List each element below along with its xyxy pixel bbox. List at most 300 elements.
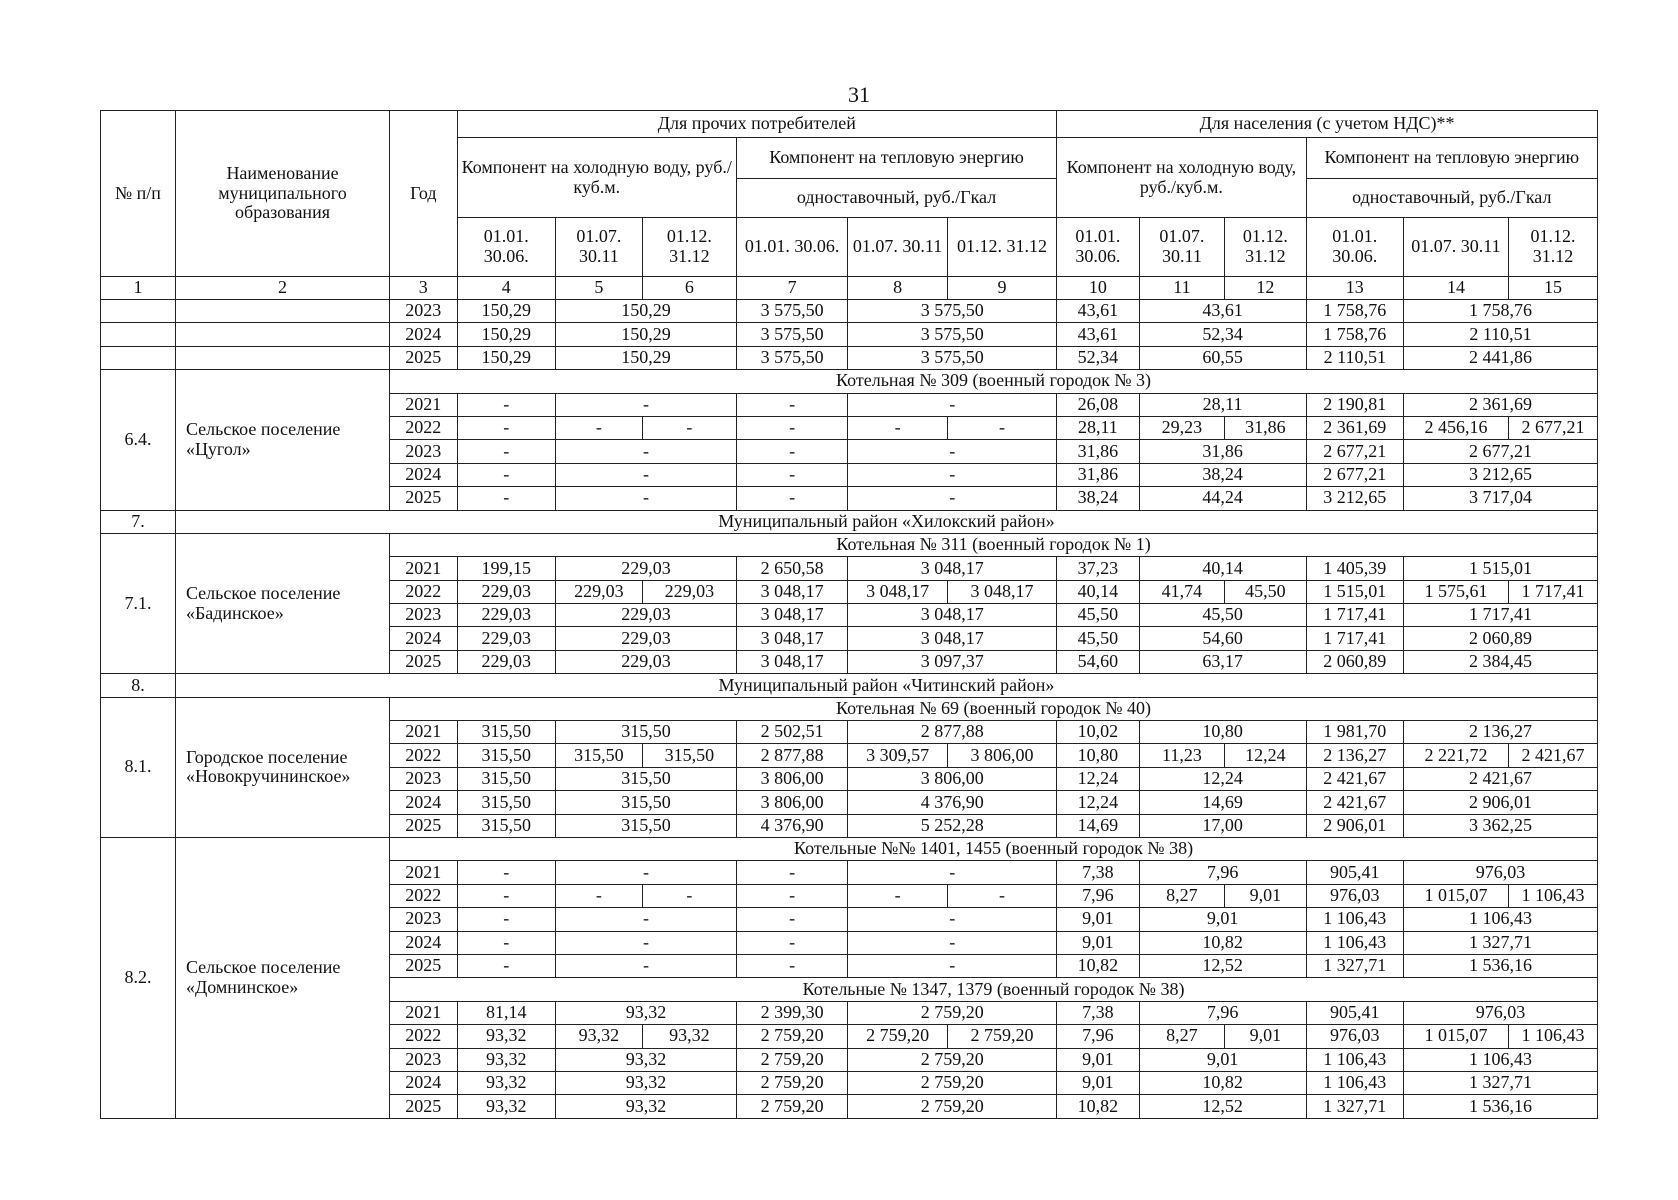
value-cell: 315,50 — [457, 744, 556, 767]
value-cell: 1 106,43 — [1404, 1048, 1598, 1071]
value-cell: - — [556, 908, 737, 931]
value-cell: 315,50 — [457, 721, 556, 744]
value-cell: 3 309,57 — [848, 744, 948, 767]
value-cell: 12,52 — [1139, 954, 1306, 977]
value-cell: 93,32 — [642, 1025, 736, 1048]
value-cell: 38,24 — [1139, 463, 1306, 486]
value-cell: 1 717,41 — [1306, 627, 1403, 650]
value-cell: 2 399,30 — [736, 1001, 847, 1024]
value-cell: - — [736, 393, 847, 416]
header-date: 01.12. 31.12 — [1508, 218, 1597, 277]
boiler-caption: Котельные № 1347, 1379 (военный городок № 38) — [390, 978, 1598, 1001]
value-cell: 2 906,01 — [1404, 791, 1598, 814]
value-cell: 2 759,20 — [736, 1095, 847, 1118]
year-cell: 2021 — [390, 861, 457, 884]
value-cell: 905,41 — [1306, 861, 1403, 884]
value-cell: - — [457, 908, 556, 931]
row-number-cell — [101, 323, 176, 346]
value-cell: 2 361,69 — [1306, 416, 1403, 439]
value-cell: 1 106,43 — [1306, 931, 1403, 954]
year-cell: 2022 — [390, 744, 457, 767]
table-row — [101, 300, 1598, 323]
value-cell: 3 048,17 — [848, 604, 1057, 627]
value-cell: 31,86 — [1057, 440, 1139, 463]
value-cell: - — [736, 954, 847, 977]
header-date: 01.01. 30.06. — [457, 218, 556, 277]
value-cell: 1 405,39 — [1306, 557, 1403, 580]
value-cell: 43,61 — [1057, 323, 1139, 346]
column-number: 1 — [101, 277, 176, 300]
value-cell: 54,60 — [1139, 627, 1306, 650]
year-cell: 2021 — [390, 557, 457, 580]
year-cell: 2022 — [390, 416, 457, 439]
header-date: 01.12. 31.12 — [947, 218, 1056, 277]
value-cell: - — [556, 954, 737, 977]
value-cell: 2 677,21 — [1508, 416, 1597, 439]
value-cell: 976,03 — [1404, 861, 1598, 884]
value-cell: - — [848, 393, 1057, 416]
value-cell: 9,01 — [1225, 884, 1306, 907]
year-cell: 2021 — [390, 721, 457, 744]
value-cell: - — [736, 463, 847, 486]
value-cell: 9,01 — [1057, 908, 1139, 931]
value-cell: 150,29 — [457, 346, 556, 369]
year-cell: 2024 — [390, 791, 457, 814]
value-cell: - — [556, 931, 737, 954]
year-cell: 2024 — [390, 463, 457, 486]
boiler-caption-row — [101, 370, 1598, 393]
header-date: 01.01. 30.06. — [736, 218, 847, 277]
value-cell: 1 106,43 — [1508, 884, 1597, 907]
value-cell: 3 048,17 — [736, 580, 847, 603]
value-cell: 976,03 — [1306, 1025, 1403, 1048]
value-cell: - — [556, 463, 737, 486]
value-cell: 31,86 — [1057, 463, 1139, 486]
section-title: Муниципальный район «Хилокский район» — [175, 510, 1597, 533]
value-cell: - — [736, 440, 847, 463]
value-cell: 1 106,43 — [1508, 1025, 1597, 1048]
section-title: Муниципальный район «Читинский район» — [175, 674, 1597, 697]
header-name: Наименование муниципального образования — [175, 111, 389, 277]
column-number: 8 — [848, 277, 948, 300]
year-cell: 2025 — [390, 954, 457, 977]
column-number: 15 — [1508, 277, 1597, 300]
value-cell: 9,01 — [1139, 1048, 1306, 1071]
column-number: 7 — [736, 277, 847, 300]
year-cell: 2021 — [390, 393, 457, 416]
value-cell: 1 015,07 — [1404, 1025, 1509, 1048]
year-cell: 2023 — [390, 300, 457, 323]
value-cell: 315,50 — [556, 767, 737, 790]
value-cell: 45,50 — [1139, 604, 1306, 627]
value-cell: 1 981,70 — [1306, 721, 1403, 744]
value-cell: 93,32 — [457, 1048, 556, 1071]
value-cell: 12,24 — [1057, 791, 1139, 814]
header-group-population: Для населения (с учетом НДС)** — [1057, 111, 1598, 138]
value-cell: 2 441,86 — [1404, 346, 1598, 369]
value-cell: 2 110,51 — [1404, 323, 1598, 346]
value-cell: 63,17 — [1139, 650, 1306, 673]
value-cell: 1 758,76 — [1404, 300, 1598, 323]
header-cold-water-population: Компонент на холодную воду, руб./куб.м. — [1057, 138, 1306, 218]
municipality-name — [175, 300, 389, 323]
value-cell: 2 361,69 — [1404, 393, 1598, 416]
value-cell: 14,69 — [1139, 791, 1306, 814]
value-cell: 199,15 — [457, 557, 556, 580]
year-cell: 2022 — [390, 884, 457, 907]
value-cell: 40,14 — [1057, 580, 1139, 603]
value-cell: 229,03 — [556, 580, 643, 603]
value-cell: 2 502,51 — [736, 721, 847, 744]
boiler-caption-row — [101, 697, 1598, 720]
value-cell: - — [556, 487, 737, 510]
value-cell: 45,50 — [1225, 580, 1306, 603]
row-number-cell: 8.2. — [101, 837, 176, 1118]
value-cell: 2 421,67 — [1306, 767, 1403, 790]
value-cell: - — [457, 393, 556, 416]
value-cell: 2 759,20 — [848, 1071, 1057, 1094]
value-cell: 8,27 — [1139, 884, 1225, 907]
value-cell: 2 759,20 — [736, 1071, 847, 1094]
value-cell: 2 421,67 — [1508, 744, 1597, 767]
year-cell: 2023 — [390, 767, 457, 790]
value-cell: 31,86 — [1225, 416, 1306, 439]
value-cell: 12,24 — [1225, 744, 1306, 767]
value-cell: - — [457, 931, 556, 954]
value-cell: 150,29 — [556, 323, 737, 346]
value-cell: - — [736, 931, 847, 954]
value-cell: 2 877,88 — [848, 721, 1057, 744]
value-cell: 40,14 — [1139, 557, 1306, 580]
year-cell: 2024 — [390, 323, 457, 346]
value-cell: 10,82 — [1057, 1095, 1139, 1118]
year-cell: 2024 — [390, 931, 457, 954]
value-cell: - — [457, 440, 556, 463]
value-cell: 229,03 — [457, 627, 556, 650]
header-date: 01.01. 30.06. — [1306, 218, 1403, 277]
value-cell: 3 806,00 — [736, 791, 847, 814]
value-cell: 315,50 — [457, 767, 556, 790]
value-cell: - — [947, 884, 1056, 907]
header-date: 01.01. 30.06. — [1057, 218, 1139, 277]
value-cell: - — [848, 416, 948, 439]
value-cell: - — [457, 884, 556, 907]
boiler-caption: Котельная № 69 (военный городок № 40) — [390, 697, 1598, 720]
value-cell: 2 759,20 — [736, 1025, 847, 1048]
boiler-caption-row — [101, 837, 1598, 860]
value-cell: 1 106,43 — [1306, 908, 1403, 931]
value-cell: 1 515,01 — [1306, 580, 1403, 603]
value-cell: 1 327,71 — [1404, 931, 1598, 954]
value-cell: 12,24 — [1057, 767, 1139, 790]
value-cell: 43,61 — [1057, 300, 1139, 323]
value-cell: 2 759,20 — [848, 1001, 1057, 1024]
value-cell: 93,32 — [556, 1025, 643, 1048]
value-cell: 2 060,89 — [1404, 627, 1598, 650]
column-number: 12 — [1225, 277, 1306, 300]
value-cell: 3 048,17 — [736, 627, 847, 650]
value-cell: 2 759,20 — [848, 1095, 1057, 1118]
column-number: 11 — [1139, 277, 1225, 300]
year-cell: 2025 — [390, 1095, 457, 1118]
value-cell: 229,03 — [556, 650, 737, 673]
municipality-name: Сельское поселение «Цугол» — [175, 370, 389, 510]
value-cell: 9,01 — [1225, 1025, 1306, 1048]
year-cell: 2021 — [390, 1001, 457, 1024]
value-cell: 7,96 — [1057, 1025, 1139, 1048]
value-cell: 3 806,00 — [947, 744, 1056, 767]
value-cell: 60,55 — [1139, 346, 1306, 369]
value-cell: 3 806,00 — [848, 767, 1057, 790]
value-cell: 1 758,76 — [1306, 323, 1403, 346]
column-number: 14 — [1404, 277, 1509, 300]
row-number-cell: 7. — [101, 510, 176, 533]
value-cell: 52,34 — [1139, 323, 1306, 346]
value-cell: 5 252,28 — [848, 814, 1057, 837]
value-cell: 28,11 — [1057, 416, 1139, 439]
value-cell: 1 106,43 — [1306, 1071, 1403, 1094]
row-number-cell: 6.4. — [101, 370, 176, 510]
value-cell: 10,80 — [1057, 744, 1139, 767]
value-cell: 3 048,17 — [848, 557, 1057, 580]
year-cell: 2023 — [390, 908, 457, 931]
value-cell: 3 575,50 — [736, 346, 847, 369]
value-cell: - — [642, 884, 736, 907]
table-body — [101, 300, 1598, 1119]
value-cell: 93,32 — [556, 1095, 737, 1118]
header-group-other: Для прочих потребителей — [457, 111, 1057, 138]
value-cell: 229,03 — [556, 557, 737, 580]
value-cell: - — [848, 440, 1057, 463]
value-cell: 976,03 — [1404, 1001, 1598, 1024]
municipality-name: Сельское поселение «Домнинское» — [175, 837, 389, 1118]
boiler-caption-row — [101, 533, 1598, 556]
value-cell: 12,52 — [1139, 1095, 1306, 1118]
value-cell: - — [736, 908, 847, 931]
header-date: 01.12. 31.12 — [1225, 218, 1306, 277]
value-cell: - — [848, 884, 948, 907]
table-row — [101, 346, 1598, 369]
value-cell: 2 759,20 — [848, 1048, 1057, 1071]
value-cell: 229,03 — [556, 627, 737, 650]
value-cell: 1 327,71 — [1404, 1071, 1598, 1094]
value-cell: - — [848, 954, 1057, 977]
value-cell: 3 575,50 — [736, 300, 847, 323]
value-cell: 1 717,41 — [1508, 580, 1597, 603]
header-year: Год — [390, 111, 457, 277]
value-cell: 150,29 — [457, 323, 556, 346]
year-cell: 2025 — [390, 346, 457, 369]
header-date: 01.07. 30.11 — [1404, 218, 1509, 277]
value-cell: 45,50 — [1057, 627, 1139, 650]
value-cell: - — [642, 416, 736, 439]
value-cell: - — [457, 487, 556, 510]
value-cell: 10,02 — [1057, 721, 1139, 744]
value-cell: 3 362,25 — [1404, 814, 1598, 837]
value-cell: 17,00 — [1139, 814, 1306, 837]
value-cell: - — [556, 861, 737, 884]
value-cell: 7,38 — [1057, 1001, 1139, 1024]
value-cell: 3 048,17 — [947, 580, 1056, 603]
value-cell: 1 536,16 — [1404, 1095, 1598, 1118]
section-row — [101, 674, 1598, 697]
value-cell: 2 650,58 — [736, 557, 847, 580]
value-cell: 1 327,71 — [1306, 1095, 1403, 1118]
value-cell: 4 376,90 — [736, 814, 847, 837]
value-cell: 315,50 — [556, 744, 643, 767]
value-cell: 93,32 — [457, 1071, 556, 1094]
value-cell: 3 048,17 — [848, 627, 1057, 650]
value-cell: 2 677,21 — [1404, 440, 1598, 463]
value-cell: 229,03 — [457, 580, 556, 603]
value-cell: 2 221,72 — [1404, 744, 1509, 767]
value-cell: 81,14 — [457, 1001, 556, 1024]
value-cell: 37,23 — [1057, 557, 1139, 580]
value-cell: - — [457, 861, 556, 884]
value-cell: - — [736, 416, 847, 439]
boiler-caption: Котельная № 309 (военный городок № 3) — [390, 370, 1598, 393]
value-cell: 10,82 — [1139, 931, 1306, 954]
year-cell: 2023 — [390, 440, 457, 463]
year-cell: 2025 — [390, 814, 457, 837]
year-cell: 2024 — [390, 627, 457, 650]
year-cell: 2023 — [390, 1048, 457, 1071]
value-cell: 28,11 — [1139, 393, 1306, 416]
value-cell: 9,01 — [1057, 931, 1139, 954]
value-cell: 315,50 — [556, 814, 737, 837]
value-cell: 3 048,17 — [848, 580, 948, 603]
value-cell: 7,96 — [1139, 861, 1306, 884]
value-cell: 93,32 — [556, 1048, 737, 1071]
value-cell: 315,50 — [556, 721, 737, 744]
value-cell: - — [848, 487, 1057, 510]
value-cell: 7,96 — [1139, 1001, 1306, 1024]
municipality-name: Сельское поселение «Бадинское» — [175, 533, 389, 673]
row-number-cell — [101, 346, 176, 369]
year-cell: 2025 — [390, 650, 457, 673]
value-cell: 3 575,50 — [848, 346, 1057, 369]
value-cell: 52,34 — [1057, 346, 1139, 369]
value-cell: 54,60 — [1057, 650, 1139, 673]
value-cell: 3 717,04 — [1404, 487, 1598, 510]
year-cell: 2024 — [390, 1071, 457, 1094]
value-cell: 4 376,90 — [848, 791, 1057, 814]
value-cell: 2 877,88 — [736, 744, 847, 767]
value-cell: 8,27 — [1139, 1025, 1225, 1048]
header-single-rate-other: одноставочный, руб./Гкал — [736, 179, 1056, 218]
value-cell: 38,24 — [1057, 487, 1139, 510]
header-cold-water-other: Компонент на холодную воду, руб./куб.м. — [457, 138, 736, 218]
value-cell: 10,82 — [1139, 1071, 1306, 1094]
row-number-cell: 7.1. — [101, 533, 176, 673]
header-date: 01.07. 30.11 — [556, 218, 643, 277]
value-cell: 2 906,01 — [1306, 814, 1403, 837]
value-cell: 3 048,17 — [736, 604, 847, 627]
header-date: 01.07. 30.11 — [1139, 218, 1225, 277]
header-no: № п/п — [101, 111, 176, 277]
value-cell: 3 048,17 — [736, 650, 847, 673]
value-cell: 2 759,20 — [736, 1048, 847, 1071]
row-number-cell: 8.1. — [101, 697, 176, 837]
value-cell: 905,41 — [1306, 1001, 1403, 1024]
value-cell: 229,03 — [457, 650, 556, 673]
boiler-caption: Котельная № 311 (военный городок № 1) — [390, 533, 1598, 556]
tariff-table — [100, 110, 1598, 1119]
value-cell: 2 110,51 — [1306, 346, 1403, 369]
value-cell: - — [848, 908, 1057, 931]
value-cell: 3 575,50 — [848, 323, 1057, 346]
value-cell: 2 677,21 — [1306, 463, 1403, 486]
value-cell: 14,69 — [1057, 814, 1139, 837]
value-cell: 41,74 — [1139, 580, 1225, 603]
page-number: 31 — [848, 82, 870, 107]
value-cell: 976,03 — [1306, 884, 1403, 907]
value-cell: 2 136,27 — [1404, 721, 1598, 744]
value-cell: 93,32 — [457, 1025, 556, 1048]
value-cell: - — [848, 931, 1057, 954]
value-cell: 229,03 — [642, 580, 736, 603]
value-cell: 3 575,50 — [848, 300, 1057, 323]
value-cell: - — [556, 884, 643, 907]
value-cell: 229,03 — [457, 604, 556, 627]
value-cell: - — [848, 861, 1057, 884]
value-cell: 1 575,61 — [1404, 580, 1509, 603]
value-cell: 1 758,76 — [1306, 300, 1403, 323]
municipality-name: Городское поселение «Новокручининское» — [175, 697, 389, 837]
value-cell: 3 575,50 — [736, 323, 847, 346]
value-cell: 43,61 — [1139, 300, 1306, 323]
value-cell: 12,24 — [1139, 767, 1306, 790]
year-cell: 2022 — [390, 580, 457, 603]
column-number: 2 — [175, 277, 389, 300]
value-cell: 2 456,16 — [1404, 416, 1509, 439]
header-heat-energy-other: Компонент на тепловую энергию — [736, 138, 1056, 179]
value-cell: - — [457, 954, 556, 977]
value-cell: 3 806,00 — [736, 767, 847, 790]
value-cell: 1 327,71 — [1306, 954, 1403, 977]
value-cell: 45,50 — [1057, 604, 1139, 627]
value-cell: 93,32 — [556, 1001, 737, 1024]
value-cell: 9,01 — [1057, 1048, 1139, 1071]
header-single-rate-population: одноставочный, руб./Гкал — [1306, 179, 1597, 218]
value-cell: 2 421,67 — [1306, 791, 1403, 814]
municipality-name — [175, 346, 389, 369]
value-cell: - — [556, 416, 643, 439]
value-cell: - — [947, 416, 1056, 439]
value-cell: 2 384,45 — [1404, 650, 1598, 673]
value-cell: 7,38 — [1057, 861, 1139, 884]
column-number: 3 — [390, 277, 457, 300]
value-cell: 93,32 — [457, 1095, 556, 1118]
value-cell: 10,82 — [1057, 954, 1139, 977]
year-cell: 2023 — [390, 604, 457, 627]
value-cell: 11,23 — [1139, 744, 1225, 767]
value-cell: 315,50 — [556, 791, 737, 814]
table-row — [101, 323, 1598, 346]
value-cell: 1 106,43 — [1306, 1048, 1403, 1071]
value-cell: 1 536,16 — [1404, 954, 1598, 977]
value-cell: 150,29 — [556, 300, 737, 323]
value-cell: 2 759,20 — [947, 1025, 1056, 1048]
value-cell: 3 212,65 — [1306, 487, 1403, 510]
value-cell: - — [457, 463, 556, 486]
value-cell: 150,29 — [457, 300, 556, 323]
header-date: 01.12. 31.12 — [642, 218, 736, 277]
value-cell: 315,50 — [642, 744, 736, 767]
value-cell: 2 421,67 — [1404, 767, 1598, 790]
value-cell: 3 212,65 — [1404, 463, 1598, 486]
value-cell: 2 136,27 — [1306, 744, 1403, 767]
